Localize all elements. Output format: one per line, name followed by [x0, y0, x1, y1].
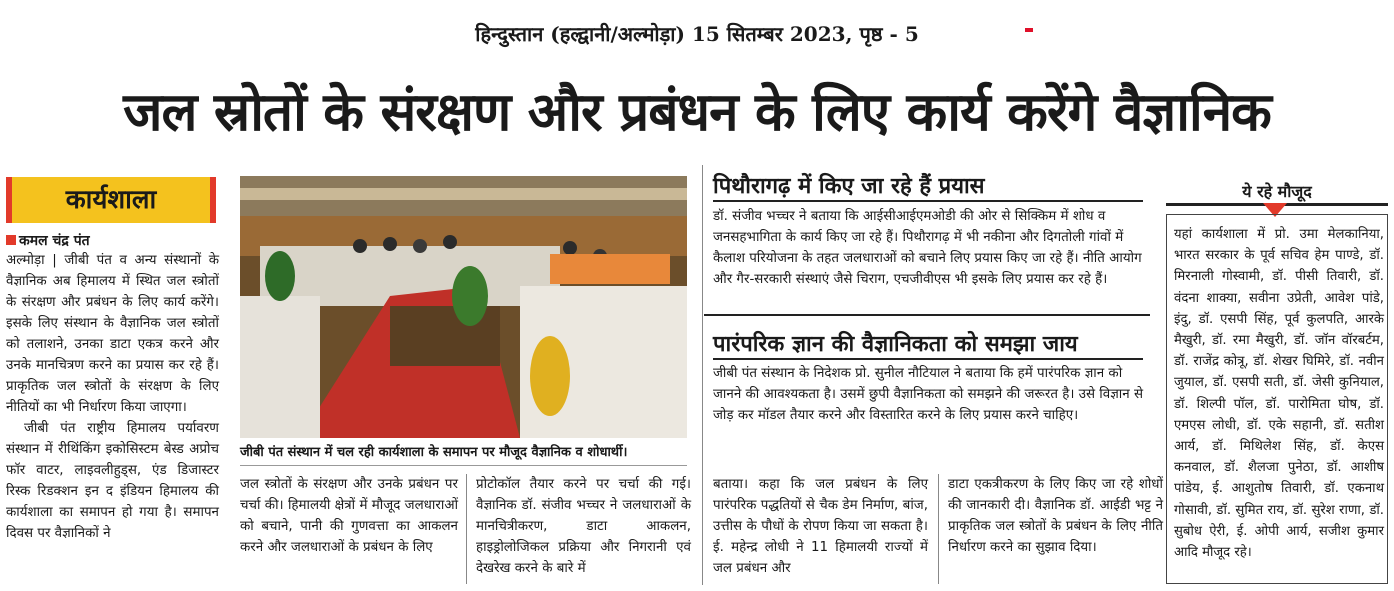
caption-divider	[240, 465, 687, 466]
box2-text: जीबी पंत संस्थान के निदेशक प्रो. सुनील नौटियाल ने बताया कि हमें पारंपरिक ज्ञान को जानने की आवश्यकता है। उसमें छुपी वैज्ञानिकता को समझने की जरूरत है। उसे विज्ञान से जोड़ कर मॉडल तैयार करने और विस्तारित करने के लिए प्रयास करने चाहिए।	[713, 366, 1144, 423]
box2-title: पारंपरिक ज्ञान की वैज्ञानिकता को समझा जाय	[713, 332, 1078, 357]
article-column-1	[6, 250, 219, 544]
workshop-photo	[240, 176, 687, 438]
byline-name: कमल चंद्र पंत	[19, 233, 90, 249]
column-divider	[938, 474, 939, 584]
box1-title: पिथौरागढ़ में किए जा रहे हैं प्रयास	[713, 174, 985, 199]
photo-caption: जीबी पंत संस्थान में चल रही कार्यशाला के समापन पर मौजूद वैज्ञानिक व शोधार्थी।	[240, 445, 628, 460]
sidebar-title: ये रहे मौजूद	[1242, 182, 1312, 201]
section-tag-label: कार्यशाला	[65, 185, 157, 215]
section-tag	[6, 177, 216, 223]
byline-square-icon	[6, 235, 16, 245]
article-column-4: बताया। कहा कि जल प्रबंधन के लिए पारंपरिक पद्धतियों से चैक डेम निर्माण, बांज, उत्तीस के पौधों के रोपण किया जा सकता है। ई. महेन्द्र लोधी ने 11 हिमालयी राज्यों में जल प्रबंधन और	[713, 477, 928, 576]
paragraph: जीबी पंत राष्ट्रीय हिमालय पर्यावरण संस्थान में रीथिंकिंग इकोसिस्टम बेस्ड अप्रोच फॉर वाटर, लाइवलीहुड्स, एंड डिजास्टर रिस्क रिडक्शन इन द इंडियन हिमालय की कार्यशाला का समापन हो गया है। समापन दिवस पर वैज्ञानिकों ने	[6, 421, 219, 541]
conference-room-image	[240, 176, 687, 438]
headline: जल स्रोतों के संरक्षण और प्रबंधन के लिए कार्य करेंगे वैज्ञानिक	[123, 82, 1271, 143]
box1-rule	[713, 200, 1143, 202]
dateline: हिन्दुस्तान (हल्द्वानी/अल्मोड़ा) 15 सितम्बर 2023, पृष्ठ - 5	[475, 22, 919, 46]
article-column-5: डाटा एकत्रीकरण के लिए किए जा रहे शोधों की जानकारी दी। वैज्ञानिक डॉ. आईडी भट्ट ने प्राकृतिक जल स्त्रोतों के प्रबंधन के लिए नीति निर्धारण करने का सुझाव दिया।	[948, 477, 1163, 555]
column-divider	[466, 474, 467, 584]
paragraph: अल्मोड़ा | जीबी पंत व अन्य संस्थानों के वैज्ञानिक अब हिमालय में स्थित जल स्त्रोतों के संरक्षण और प्रबंधन के लिए कार्य करेंगे। इसके लिए संस्थान के वैज्ञानिक जल स्त्रोतों को तलाशने, उनका डाटा एकत्र करने और उनके मानचित्रण करने का प्रयास कर रहे हैं। प्राकृतिक जल स्त्रोतों के संरक्षण के लिए नीतियों का भी निर्धारण किया जाएगा।	[6, 253, 219, 415]
article-column-3: प्रोटोकॉल तैयार करने पर चर्चा की गई। वैज्ञानिक डॉ. संजीव भच्चर ने जलधाराओं के मानचित्रीकरण, डाटा आकलन, हाइड्रोलोजिकल प्रक्रिया और निगरानी एवं देखरेख करने के बारे में	[476, 477, 691, 576]
sidebar-text: यहां कार्यशाला में प्रो. उमा मेलकानिया, भारत सरकार के पूर्व सचिव हेम पाण्डे, डॉ. मिरनाली गोस्वामी, डॉ. पीसी तिवारी, डॉ. वंदना शाक्या, सवीना उप्रेती, आवेश पांडे, इंदु, डॉ. एसपी सिंह, पूर्व कुलपति, आरके मैखुरी, डॉ. रमा मैखुरी, डॉ. जॉन वॉरबर्टम, डॉ. राजेंद्र कोत्रू, डॉ. शेखर घिमिरे, डॉ. नवीन जुयाल, डॉ. एसपी सती, डॉ. जेसी कुनियाल, डॉ. शिल्पी पॉल, डॉ. पारोमिता घोष, डॉ. एमएस लोधी, डॉ. एके सहानी, डॉ. सतीश आर्य, डॉ. मिथिलेश सिंह, डॉ. केएस कनवाल, डॉ. शैलजा पुनेठा, डॉ. आशीष पांडेय, ई. आशुतोष तिवारी, डॉ. एकनाथ गोसावी, डॉ. सुमित राय, डॉ. सुरेश राणा, डॉ. सुबोध ऐरी, ई. ओपी आर्य, सजीश कुमार आदि मौजूद रहे।	[1174, 227, 1384, 561]
red-dash	[1025, 28, 1033, 32]
column-divider	[702, 165, 703, 585]
byline	[6, 231, 90, 250]
box1-text: डॉ. संजीव भच्चर ने बताया कि आईसीआईएमओडी की ओर से सिक्किम में शोध व जनसहभागिता के कार्य किए जा रहे हैं। पिथौरागढ़ में भी नकीना और दिगतोली गांवों में कैलाश परियोजना के तहत जलधाराओं को बचाने लिए प्रयास किए जा रहे हैं। नीति आयोग और गैर-सरकारी संस्थाएं जैसे चिराग, एचजीवीएस भी इसके लिए प्रयास कर रहे हैं।	[713, 209, 1142, 287]
box-divider	[704, 314, 1150, 316]
article-column-2: जल स्त्रोतों के संरक्षण और उनके प्रबंधन पर चर्चा की। हिमालयी क्षेत्रों में मौजूद जलधाराओं को बचाने, पानी की गुणवत्ता का आकलन करने और जलधाराओं के प्रबंधन के लिए	[240, 477, 458, 555]
box2-rule	[713, 358, 1143, 360]
